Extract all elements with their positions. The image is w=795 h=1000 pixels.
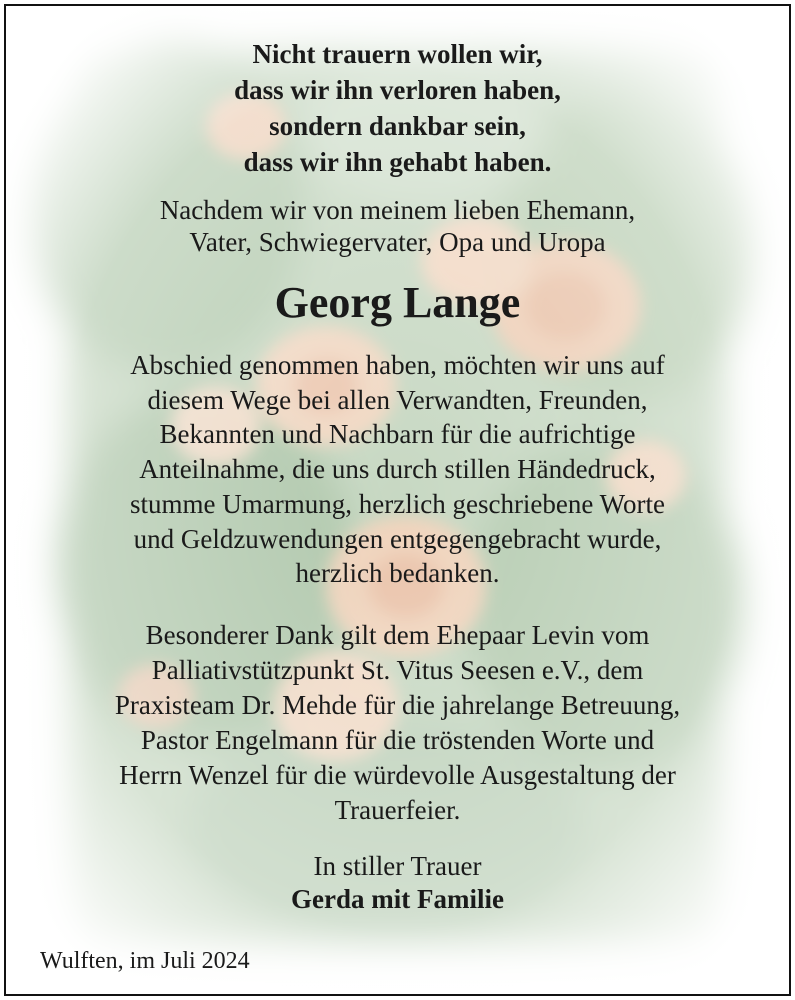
intro-line: Nachdem wir von meinem lieben Ehemann, [159, 195, 636, 225]
paragraph-line: diesem Wege bei allen Verwandten, Freunden, [147, 384, 648, 415]
paragraph-line: herzlich bedanken. [295, 558, 500, 589]
paragraph-line: Praxisteam Dr. Mehde für die jahrelange Betreuung, [114, 690, 681, 720]
paragraph-line: Abschied genommen haben, möchten wir uns auf [130, 350, 665, 380]
paragraph-line: Bekannten und Nachbarn für die aufrichtige [159, 419, 636, 450]
motto-verse [6, 36, 789, 180]
deceased-name: Georg Lange [274, 278, 521, 327]
motto-line: dass wir ihn gehabt haben. [243, 147, 552, 177]
paragraph-line: stumme Umarmung, herzlich geschriebene Worte [130, 488, 665, 519]
motto-line: sondern dankbar sein, [269, 111, 526, 141]
paragraph-line: Herrn Wenzel für die würdevolle Ausgestaltung der [119, 760, 676, 790]
paragraph-line: Palliativstützpunkt St. Vitus Seesen e.V., dem [151, 655, 644, 685]
paragraph-line: Trauerfeier. [334, 795, 461, 825]
intro-line: Vater, Schwiegervater, Opa und Uropa [189, 227, 606, 257]
family-name: Gerda mit Familie [291, 884, 504, 914]
paragraph-line: Anteilnahme, die uns durch stillen Händedruck, [139, 454, 656, 485]
obituary-card [4, 4, 791, 996]
mourning-signature [6, 850, 789, 916]
paragraph-line: Besonderer Dank gilt dem Ehepaar Levin vom [145, 620, 650, 650]
special-thanks-paragraph [6, 618, 789, 828]
motto-line: dass wir ihn verloren haben, [234, 75, 561, 105]
paragraph-line: und Geldzuwendungen entgegengebracht wurde, [133, 523, 662, 554]
thanks-paragraph [6, 348, 789, 591]
intro-text [6, 194, 789, 258]
obituary-text [6, 6, 789, 994]
place-date: Wulften, im Juli 2024 [40, 948, 250, 974]
mourning-label: In stiller Trauer [313, 851, 482, 881]
motto-line: Nicht trauern wollen wir, [252, 39, 543, 69]
paragraph-line: Pastor Engelmann für die tröstenden Worte und [140, 725, 655, 755]
